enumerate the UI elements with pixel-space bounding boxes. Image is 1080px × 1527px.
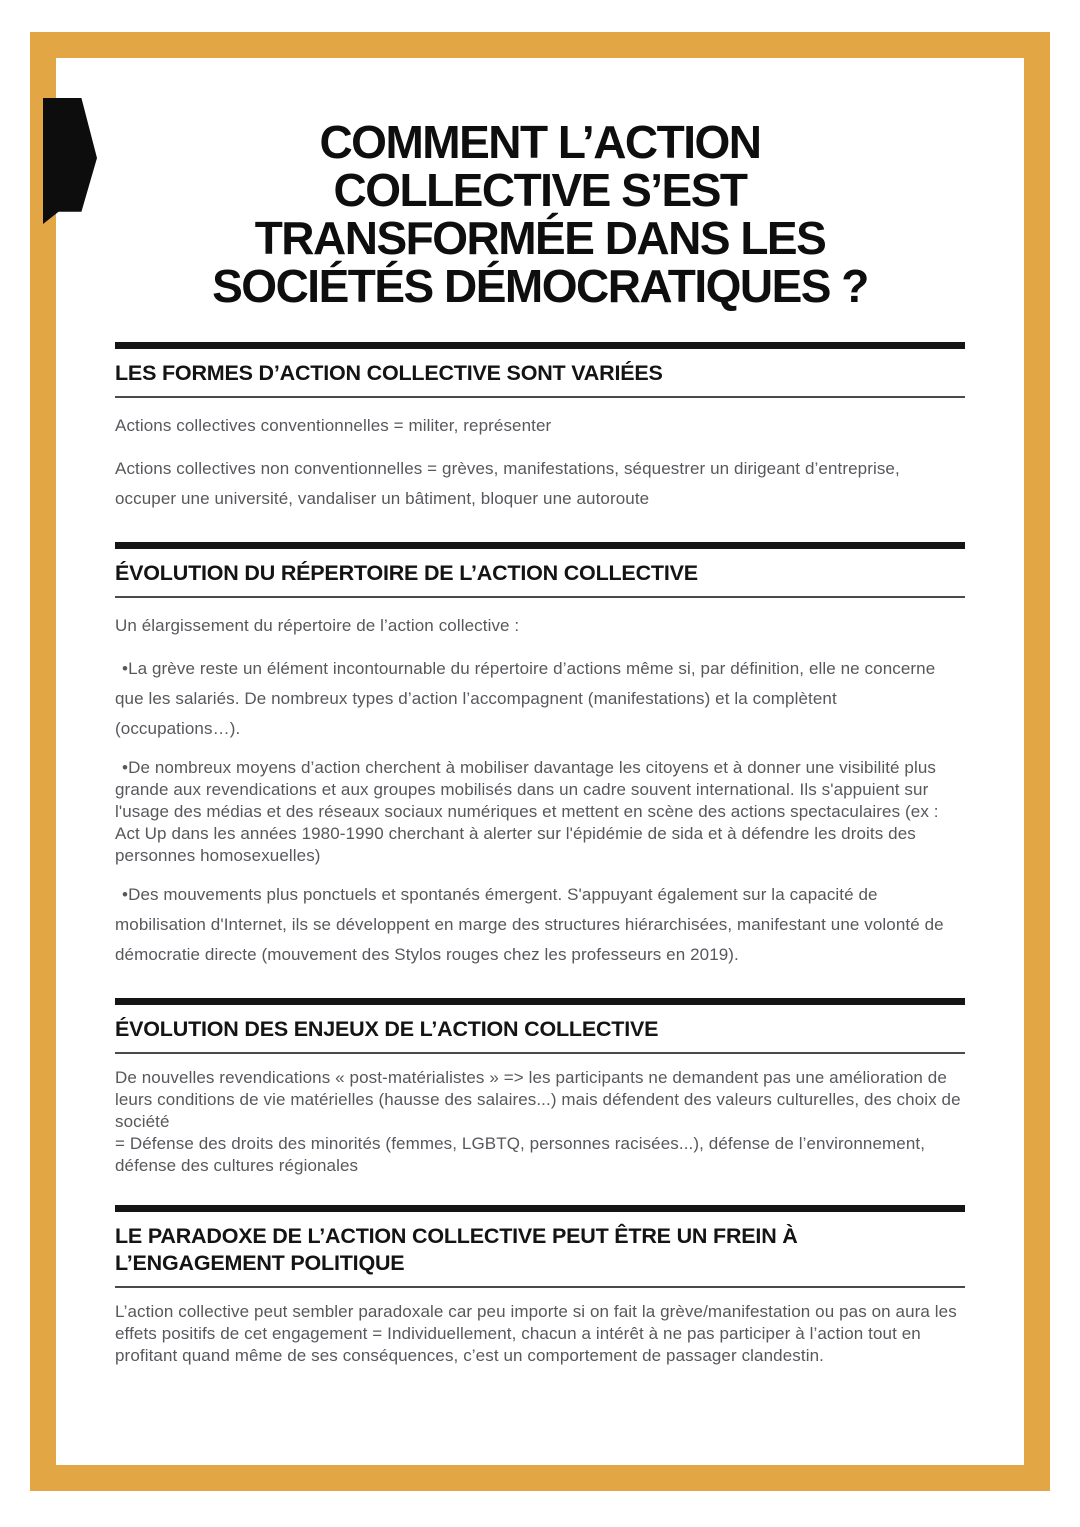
notes-content (56, 58, 1024, 1465)
section-evolution-enjeux (115, 998, 965, 1177)
section-heading-underline (115, 396, 965, 398)
title-line-3: TRANSFORMÉE DANS LES (254, 212, 826, 264)
bookmark-ribbon-shape (43, 98, 97, 224)
bullet-item: • De nombreux moyens d’action cherchent à mobiliser davantage les citoyens et à donner une visibilité plus grande aux revendications et aux groupes mobilisés dans un cadre souvent international. Ils s'appuient sur l'usage des médias et des réseaux sociaux numériques et mettent en scène des actions spectaculaires (ex : Act Up dans les années 1980-1990 cherchant à alerter sur l'épidémie de sida et à défendre les droits des personnes homosexuelles) (115, 757, 965, 867)
bookmark-ribbon-icon (43, 98, 97, 224)
paragraph: De nouvelles revendications « post-matérialistes » => les participants ne demandent pas une amélioration de leurs conditions de vie matérielles (hausse des salaires...) mais défendent des valeurs culturelles, des choix de société (115, 1068, 961, 1131)
section-top-rule (115, 998, 965, 1005)
section-top-rule (115, 342, 965, 349)
section-formes-action (115, 342, 965, 514)
page-frame (30, 32, 1050, 1491)
section-heading: LE PARADOXE DE L’ACTION COLLECTIVE PEUT ÊTRE UN FREIN À L’ENGAGEMENT POLITIQUE (115, 1224, 798, 1275)
paragraph: Un élargissement du répertoire de l’action collective : (115, 616, 520, 635)
section-heading-underline (115, 1286, 965, 1288)
paragraph: Actions collectives conventionnelles = militer, représenter (115, 416, 552, 435)
bullet-item: • Des mouvements plus ponctuels et spontanés émergent. S'appuyant également sur la capacité de mobilisation d'Internet, ils se développent en marge des structures hiérarchisées, manifestant une volonté de démocratie directe (mouvement des Stylos rouges chez les professeurs en 2019). (115, 880, 965, 970)
section-paradoxe (115, 1205, 965, 1367)
title-line-4: SOCIÉTÉS DÉMOCRATIQUES ? (212, 260, 868, 312)
bullet-item: • La grève reste un élément incontournable du répertoire d’actions même si, par définition, elle ne concerne que les salariés. De nombreux types d’action l’accompagnent (manifestations) et la complètent (occupations…). (115, 654, 965, 744)
section-evolution-repertoire (115, 542, 965, 970)
page-title (115, 58, 965, 310)
paragraph: L’action collective peut sembler paradoxale car peu importe si on fait la grève/manifestation ou pas on aura les effets positifs de cet engagement = Individuellement, chacun a intérêt à ne pas participer à l’action tout en profitant quand même de ses conséquences, c’est un comportement de passager clandestin. (115, 1302, 957, 1365)
section-top-rule (115, 1205, 965, 1212)
paragraph: Actions collectives non conventionnelles = grèves, manifestations, séquestrer un dirigeant d’entreprise, occuper une université, vandaliser un bâtiment, bloquer une autoroute (115, 459, 900, 508)
section-heading-underline (115, 1052, 965, 1054)
title-line-2: COLLECTIVE S’EST (333, 164, 747, 216)
section-heading: LES FORMES D’ACTION COLLECTIVE SONT VARIÉES (115, 361, 663, 385)
section-heading: ÉVOLUTION DES ENJEUX DE L’ACTION COLLECTIVE (115, 1017, 659, 1041)
paragraph: = Défense des droits des minorités (femmes, LGBTQ, personnes racisées...), défense de l’environnement, défense des cultures régionales (115, 1134, 926, 1175)
section-top-rule (115, 542, 965, 549)
section-heading-underline (115, 596, 965, 598)
section-heading: ÉVOLUTION DU RÉPERTOIRE DE L’ACTION COLLECTIVE (115, 561, 698, 585)
title-line-1: COMMENT L’ACTION (319, 116, 761, 168)
